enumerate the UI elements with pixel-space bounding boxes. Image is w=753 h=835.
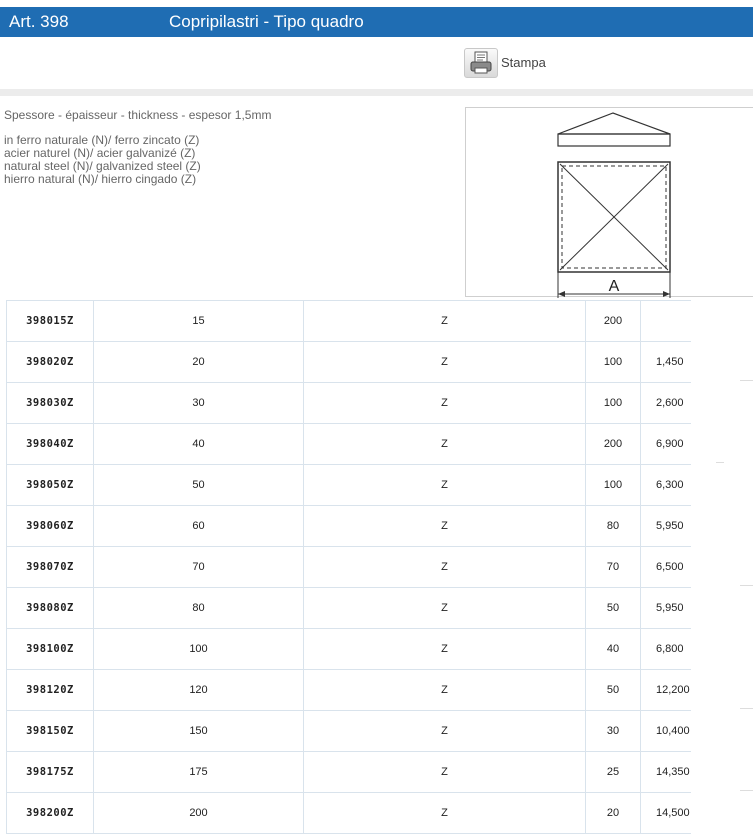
product-code: 398100Z xyxy=(7,629,94,670)
pack-value: 40 xyxy=(586,629,641,670)
weight-value: 6,500 xyxy=(641,547,691,588)
product-code: 398200Z xyxy=(7,793,94,834)
product-code: 398175Z xyxy=(7,752,94,793)
finish-value: Z xyxy=(304,383,586,424)
print-button[interactable] xyxy=(464,48,498,78)
product-code: 398030Z xyxy=(7,383,94,424)
table-row xyxy=(7,793,691,834)
print-label[interactable]: Stampa xyxy=(501,55,546,70)
separator-band xyxy=(0,89,753,96)
article-number: Art. 398 xyxy=(9,12,69,31)
size-value: 15 xyxy=(94,301,304,342)
cap-base xyxy=(558,134,670,146)
pack-value: 30 xyxy=(586,711,641,752)
table-row xyxy=(7,301,691,342)
table-row xyxy=(7,629,691,670)
pack-value: 100 xyxy=(586,383,641,424)
print-toolbar xyxy=(0,37,753,89)
pack-value: 200 xyxy=(586,424,641,465)
product-code: 398150Z xyxy=(7,711,94,752)
finish-value: Z xyxy=(304,547,586,588)
pack-value: 100 xyxy=(586,465,641,506)
table-row xyxy=(7,670,691,711)
page-title: Copripilastri - Tipo quadro xyxy=(169,12,364,31)
table-row xyxy=(7,342,691,383)
product-info xyxy=(4,109,271,186)
weight-value: 2,600 xyxy=(641,383,691,424)
weight-value: 6,300 xyxy=(641,465,691,506)
table-row xyxy=(7,506,691,547)
weight-value: 6,900 xyxy=(641,424,691,465)
size-value: 70 xyxy=(94,547,304,588)
pack-value: 25 xyxy=(586,752,641,793)
dimension-label: A xyxy=(608,278,620,295)
finish-value: Z xyxy=(304,711,586,752)
finish-value: Z xyxy=(304,465,586,506)
material-line: hierro natural (N)/ hierro cingado (Z) xyxy=(4,172,197,186)
thickness-text: Spessore - épaisseur - thickness - espesor 1,5mm xyxy=(4,108,272,122)
weight-value: 12,200 xyxy=(641,670,691,711)
product-code: 398060Z xyxy=(7,506,94,547)
divider xyxy=(740,585,753,586)
size-value: 60 xyxy=(94,506,304,547)
weight-value: 1,450 xyxy=(641,342,691,383)
cap-profile xyxy=(558,113,670,134)
finish-value: Z xyxy=(304,588,586,629)
size-value: 20 xyxy=(94,342,304,383)
size-value: 50 xyxy=(94,465,304,506)
pack-value: 70 xyxy=(586,547,641,588)
weight-value: 5,950 xyxy=(641,506,691,547)
finish-value: Z xyxy=(304,793,586,834)
finish-value: Z xyxy=(304,629,586,670)
product-code: 398080Z xyxy=(7,588,94,629)
product-code: 398120Z xyxy=(7,670,94,711)
products-table xyxy=(6,300,691,834)
pack-value: 50 xyxy=(586,670,641,711)
weight-value: 6,800 xyxy=(641,629,691,670)
finish-value: Z xyxy=(304,506,586,547)
material-line: natural steel (N)/ galvanized steel (Z) xyxy=(4,159,201,173)
divider xyxy=(740,790,753,791)
finish-value: Z xyxy=(304,424,586,465)
table-row xyxy=(7,588,691,629)
product-code: 398020Z xyxy=(7,342,94,383)
size-value: 200 xyxy=(94,793,304,834)
products-table-body xyxy=(7,301,691,834)
material-line: acier naturel (N)/ acier galvanizé (Z) xyxy=(4,146,196,160)
table-row xyxy=(7,547,691,588)
weight-value xyxy=(641,301,691,342)
pack-value: 200 xyxy=(586,301,641,342)
size-value: 40 xyxy=(94,424,304,465)
printer-icon xyxy=(465,49,497,77)
divider xyxy=(740,380,753,381)
size-value: 30 xyxy=(94,383,304,424)
pack-value: 100 xyxy=(586,342,641,383)
size-value: 80 xyxy=(94,588,304,629)
size-value: 100 xyxy=(94,629,304,670)
title-bar xyxy=(0,7,753,37)
product-code: 398070Z xyxy=(7,547,94,588)
table-row xyxy=(7,383,691,424)
divider xyxy=(740,708,753,709)
product-code: 398015Z xyxy=(7,301,94,342)
finish-value: Z xyxy=(304,670,586,711)
material-line: in ferro naturale (N)/ ferro zincato (Z) xyxy=(4,133,200,147)
product-code: 398040Z xyxy=(7,424,94,465)
weight-value: 5,950 xyxy=(641,588,691,629)
size-value: 120 xyxy=(94,670,304,711)
size-value: 150 xyxy=(94,711,304,752)
weight-value: 10,400 xyxy=(641,711,691,752)
table-row xyxy=(7,752,691,793)
table-row xyxy=(7,424,691,465)
weight-value: 14,350 xyxy=(641,752,691,793)
table-row xyxy=(7,711,691,752)
size-value: 175 xyxy=(94,752,304,793)
finish-value: Z xyxy=(304,752,586,793)
pack-value: 80 xyxy=(586,506,641,547)
finish-value: Z xyxy=(304,301,586,342)
divider xyxy=(716,462,724,463)
weight-value: 14,500 xyxy=(641,793,691,834)
pack-value: 50 xyxy=(586,588,641,629)
technical-drawing xyxy=(465,107,753,297)
product-code: 398050Z xyxy=(7,465,94,506)
finish-value: Z xyxy=(304,342,586,383)
table-row xyxy=(7,465,691,506)
pack-value: 20 xyxy=(586,793,641,834)
